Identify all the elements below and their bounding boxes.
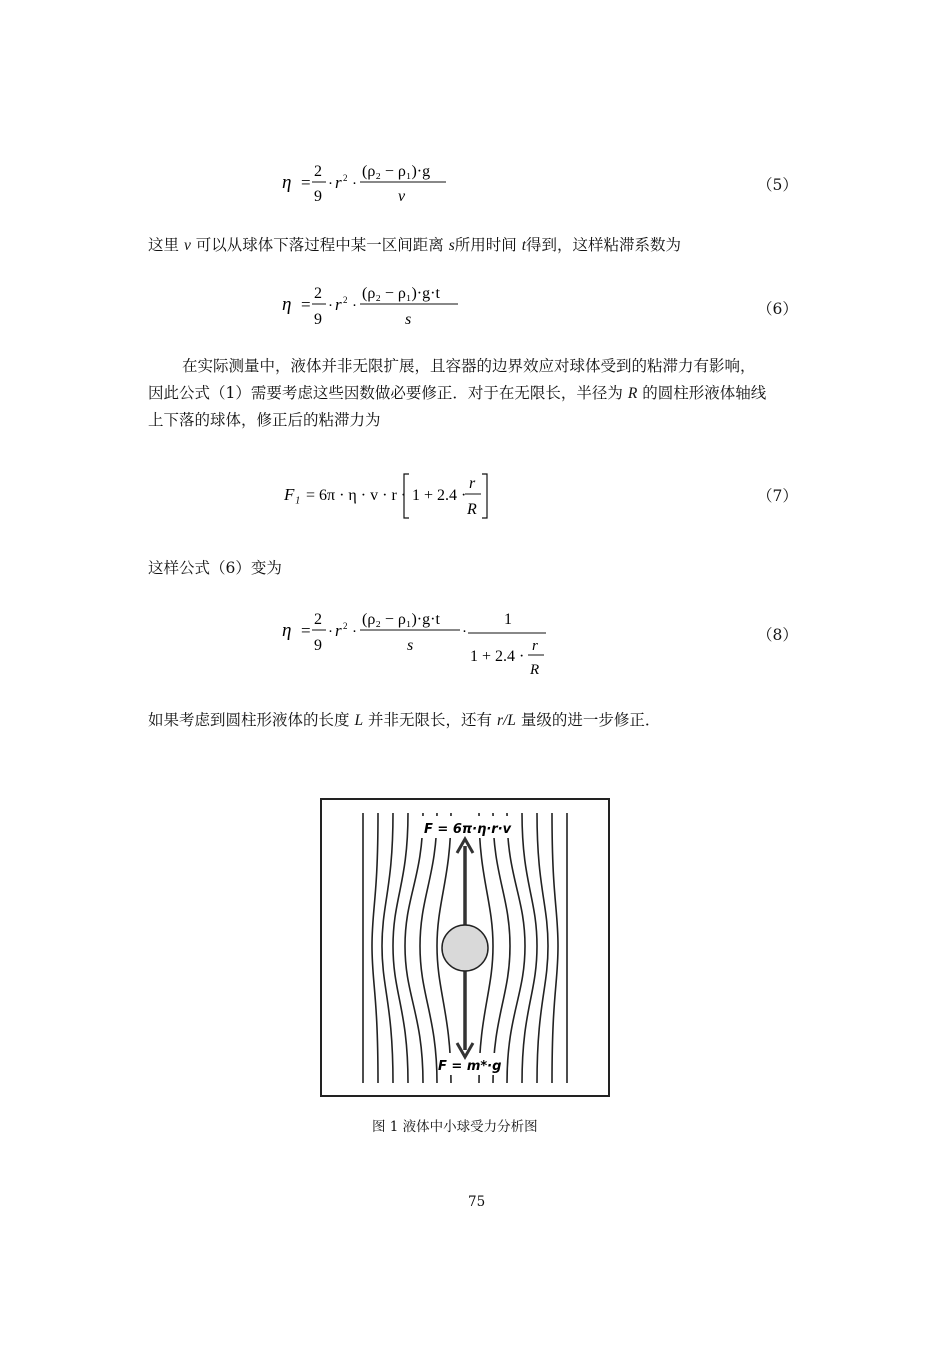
eq8-nine: 9 bbox=[314, 637, 322, 654]
eq8-eta: η bbox=[282, 620, 292, 641]
p1-var-t: t bbox=[521, 237, 527, 254]
eq6-denominator: s bbox=[405, 311, 412, 328]
eq6-eta: η bbox=[282, 294, 292, 315]
p4-text-a: 如果考虑到圆柱形液体的长度 bbox=[148, 711, 350, 729]
eq5-denominator: v bbox=[398, 188, 406, 205]
eq7-right-bracket bbox=[482, 474, 487, 518]
equation-5-number: （5） bbox=[757, 176, 798, 194]
p2-text-b: 的圆柱形液体轴线 bbox=[642, 384, 767, 402]
eq5-two: 2 bbox=[314, 163, 322, 180]
eq6-nine: 9 bbox=[314, 311, 322, 328]
eq5-eta: η bbox=[282, 172, 292, 193]
eq5-r-squared: 2 bbox=[343, 173, 348, 183]
eq6-dot-2: · bbox=[352, 298, 357, 314]
equation-8 bbox=[270, 603, 560, 683]
p4-var-rL: r/L bbox=[496, 712, 516, 729]
paragraph-3: 这样公式（6）变为 bbox=[148, 559, 282, 577]
top-force-label: F = 6π·η·r·v bbox=[424, 822, 512, 837]
p4-text-c: 量级的进一步修正． bbox=[520, 711, 661, 729]
eq8-dot-2: · bbox=[352, 624, 357, 640]
eq7-inner: 1 + 2.4 · bbox=[412, 487, 467, 504]
figure-caption: 图 1 液体中小球受力分析图 bbox=[372, 1119, 538, 1135]
p1-var-v: v bbox=[183, 237, 191, 254]
p2-var-R: R bbox=[627, 385, 638, 402]
equation-8-number: （8） bbox=[757, 626, 798, 644]
equation-7 bbox=[270, 468, 510, 528]
eq6-r: r bbox=[335, 295, 342, 314]
eq8-inner: 1 + 2.4 · bbox=[470, 648, 525, 665]
eq7-frac-num: r bbox=[469, 475, 476, 492]
eq6-equals: = bbox=[301, 295, 311, 314]
eq8-denominator: s bbox=[407, 637, 414, 654]
eq5-numerator: (ρ₂ − ρ₁)·g bbox=[362, 163, 431, 180]
eq7-lhs: F₁ bbox=[284, 485, 301, 504]
p4-text-b: 并非无限长，还有 bbox=[368, 711, 493, 729]
paragraph-4 bbox=[148, 707, 828, 734]
eq8-two: 2 bbox=[314, 611, 322, 628]
sphere bbox=[442, 925, 488, 971]
equation-6-number: （6） bbox=[757, 300, 798, 318]
eq8-r-squared: 2 bbox=[343, 621, 348, 631]
eq5-dot-1: · bbox=[328, 176, 333, 192]
eq6-numerator: (ρ₂ − ρ₁)·g·t bbox=[362, 285, 440, 302]
figure-1 bbox=[320, 798, 610, 1098]
paragraph-2-line-3: 上下落的球体，修正后的粘滞力为 bbox=[148, 411, 381, 429]
paragraph-2-line-1: 在实际测量中，液体并非无限扩展，且容器的边界效应对球体受到的粘滞力有影响， bbox=[182, 357, 756, 375]
eq8-equals: = bbox=[301, 621, 311, 640]
p1-var-s: s bbox=[448, 237, 455, 254]
paragraph-1 bbox=[148, 232, 808, 259]
eq7-rhs: = 6π · η · v · r · bbox=[306, 487, 407, 504]
eq5-dot-2: · bbox=[352, 176, 357, 192]
p1-text-c: 所用时间 bbox=[454, 236, 517, 254]
eq6-r-squared: 2 bbox=[343, 295, 348, 305]
eq8-dot-3: · bbox=[462, 624, 467, 640]
eq6-dot-1: · bbox=[328, 298, 333, 314]
eq5-nine: 9 bbox=[314, 188, 322, 205]
equation-5 bbox=[270, 150, 470, 210]
p1-text-b: 可以从球体下落过程中某一区间距离 bbox=[195, 236, 444, 254]
equation-6 bbox=[270, 278, 480, 338]
bottom-force-label: F = m*·g bbox=[438, 1059, 502, 1074]
eq6-two: 2 bbox=[314, 285, 322, 302]
equation-7-number: （7） bbox=[757, 487, 798, 505]
eq8-dot-1: · bbox=[328, 624, 333, 640]
eq8-frac-num: r bbox=[532, 638, 538, 654]
eq8-r: r bbox=[335, 621, 342, 640]
paragraph-2-line-2 bbox=[148, 380, 828, 407]
p1-text-a: 这里 bbox=[148, 236, 180, 254]
p4-var-L: L bbox=[354, 712, 364, 729]
eq5-r: r bbox=[335, 173, 342, 192]
eq8-numerator: (ρ₂ − ρ₁)·g·t bbox=[362, 611, 440, 628]
eq8-frac-den: R bbox=[530, 662, 540, 678]
page-number: 75 bbox=[468, 1194, 486, 1210]
eq8-one: 1 bbox=[504, 611, 512, 628]
eq5-equals: = bbox=[301, 173, 311, 192]
eq7-frac-den: R bbox=[467, 501, 477, 518]
p1-text-d: 得到，这样粘滞系数为 bbox=[526, 236, 682, 254]
p2-text-a: 因此公式（1）需要考虑这些因数做必要修正．对于在无限长，半径为 bbox=[148, 384, 623, 402]
